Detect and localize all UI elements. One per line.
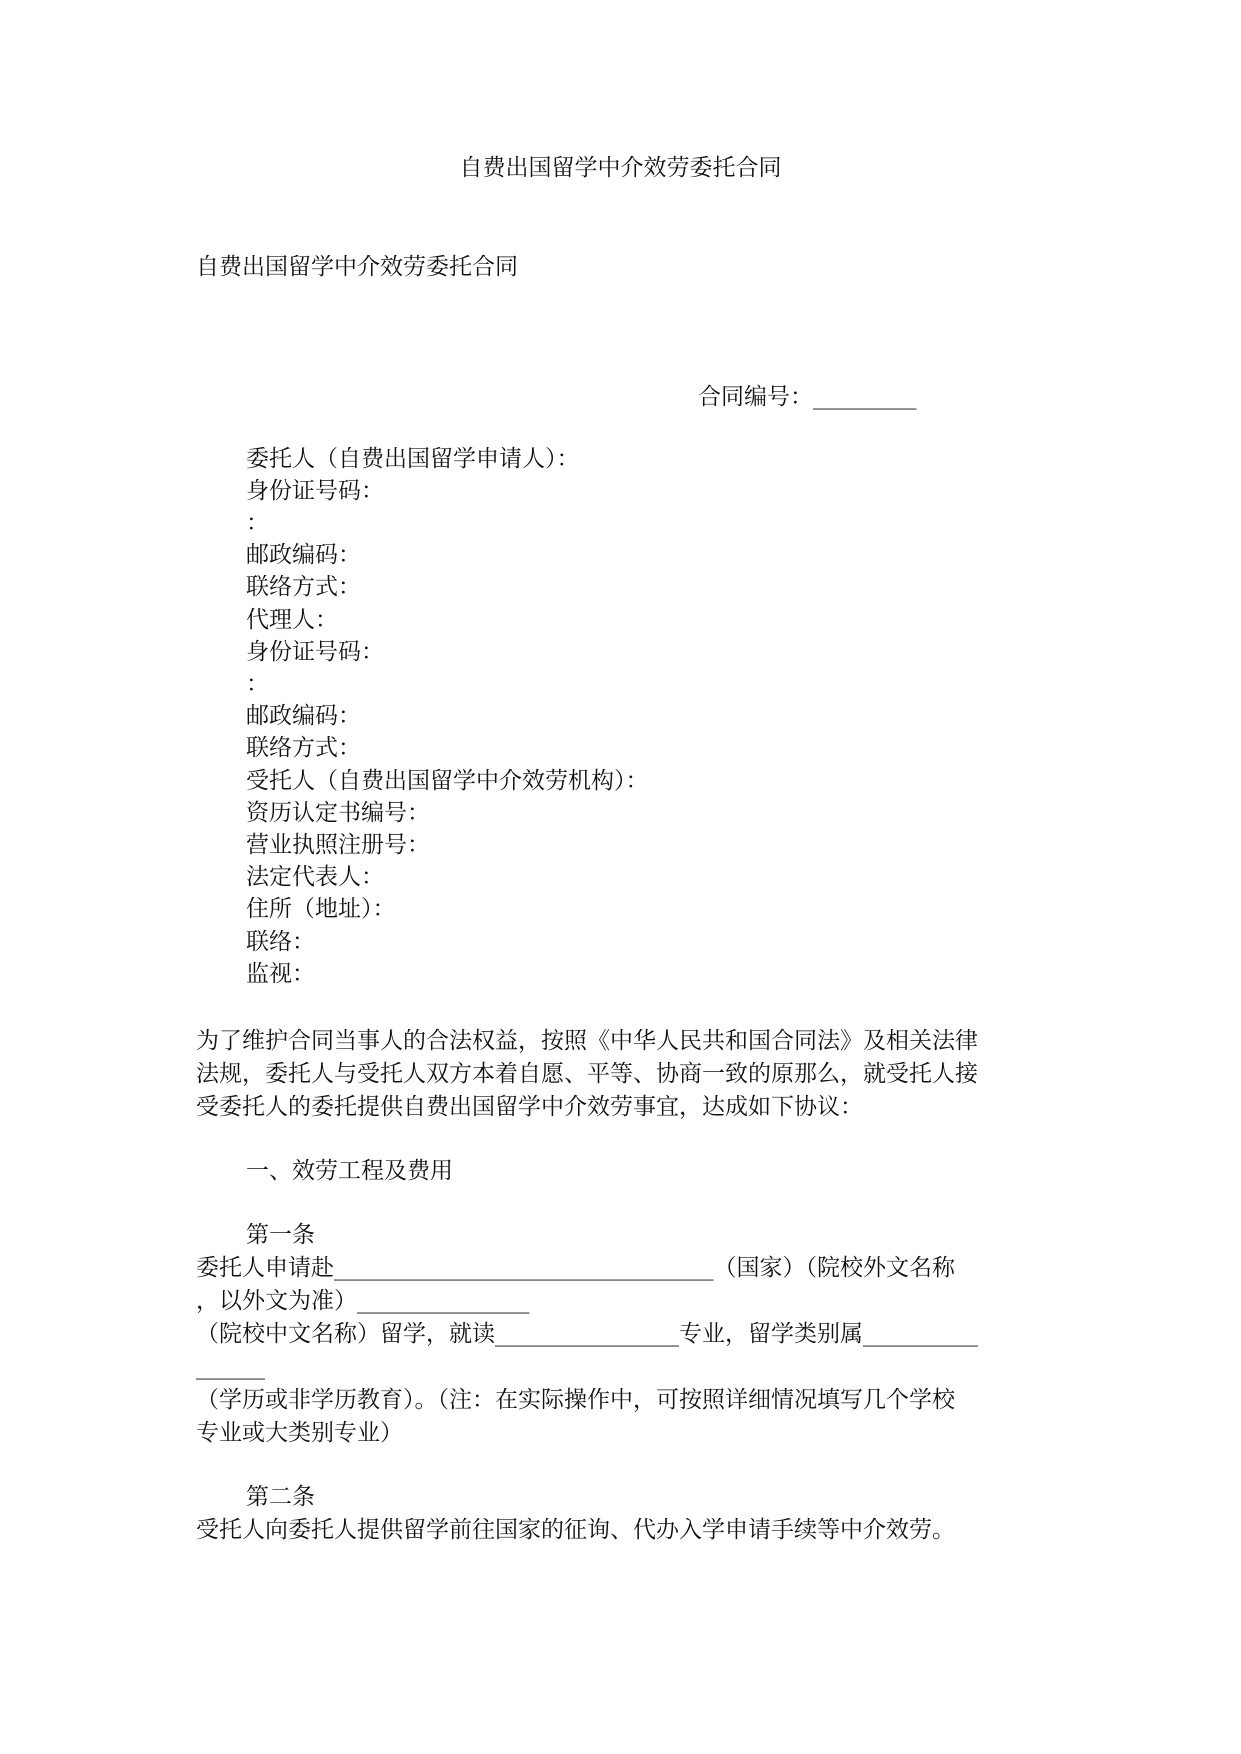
- field-agent-postcode: 邮政编码：: [246, 703, 361, 729]
- field-address: 住所（地址）：: [246, 896, 396, 922]
- article-2-heading: 第二条: [246, 1484, 315, 1510]
- article-1-line-1: 委托人申请赴_________________________________（国家）（院校外文名称: [196, 1255, 955, 1281]
- field-principal: 委托人（自费出国留学申请人）：: [246, 446, 580, 472]
- preamble-line-2: 法规，委托人与受托人双方本着自愿、平等、协商一致的原那么，就受托人接: [196, 1061, 978, 1087]
- field-agent-id: 身份证号码：: [246, 639, 384, 665]
- preamble-line-3: 受委托人的委托提供自费出国留学中介效劳事宜，达成如下协议：: [196, 1094, 863, 1120]
- section-heading: 一、效劳工程及费用: [246, 1158, 453, 1184]
- article-2-line-1: 受托人向委托人提供留学前往国家的征询、代办入学申请手续等中介效劳。: [196, 1517, 955, 1543]
- article-1-heading: 第一条: [246, 1222, 315, 1248]
- document-title: 自费出国留学中介效劳委托合同: [459, 155, 782, 181]
- field-principal-contact: 联络方式：: [246, 574, 361, 600]
- field-qualification-no: 资历认定书编号：: [246, 800, 430, 826]
- field-principal-blank: ：: [246, 510, 269, 536]
- field-agent: 代理人：: [246, 607, 338, 633]
- contract-number: 合同编号：_________: [698, 384, 917, 410]
- preamble-line-1: 为了维护合同当事人的合法权益，按照《中华人民共和国合同法》及相关法律: [196, 1028, 978, 1054]
- article-1-line-5: （学历或非学历教育）。（注：在实际操作中，可按照详细情况填写几个学校: [196, 1387, 955, 1413]
- field-agent-blank: ：: [246, 671, 269, 697]
- article-1-line-4: ______: [196, 1354, 265, 1380]
- article-1-line-2: ，以外文为准）_______________: [196, 1288, 530, 1314]
- article-1-line-6: 专业或大类别专业）: [196, 1420, 403, 1446]
- field-trustee: 受托人（自费出国留学中介效劳机构）：: [246, 768, 649, 794]
- article-1-line-3: （院校中文名称）留学，就读________________专业，留学类别属__________: [196, 1321, 978, 1347]
- document-subtitle: 自费出国留学中介效劳委托合同: [196, 254, 518, 280]
- field-agent-contact: 联络方式：: [246, 735, 361, 761]
- field-license-no: 营业执照注册号：: [246, 832, 430, 858]
- field-trustee-contact: 联络：: [246, 929, 315, 955]
- field-supervision: 监视：: [246, 961, 315, 987]
- field-principal-id: 身份证号码：: [246, 478, 384, 504]
- field-legal-rep: 法定代表人：: [246, 864, 384, 890]
- field-principal-postcode: 邮政编码：: [246, 542, 361, 568]
